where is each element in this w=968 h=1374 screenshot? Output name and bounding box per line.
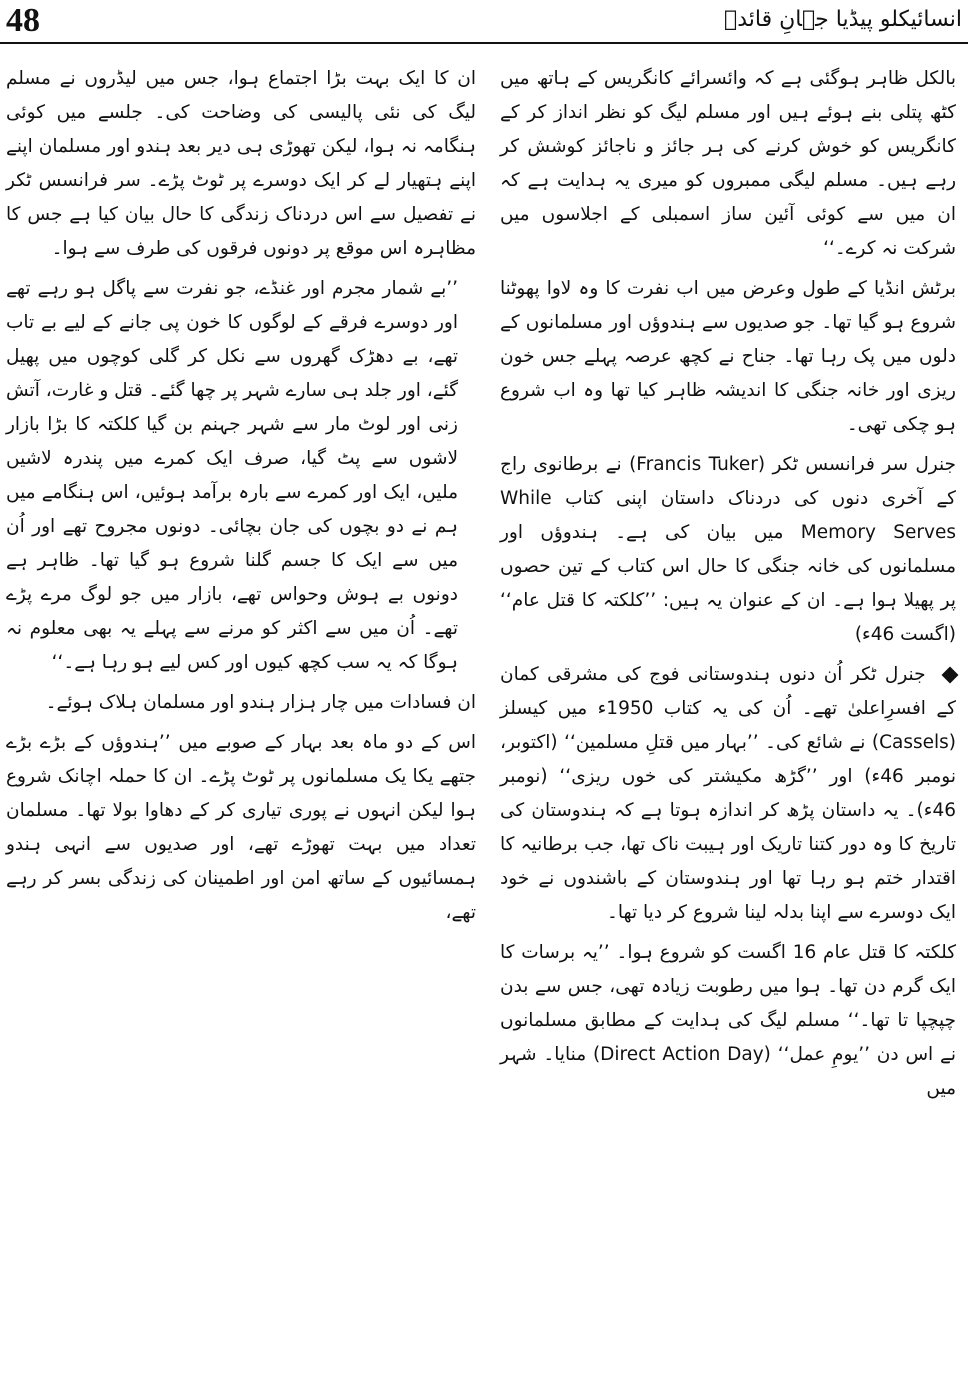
paragraph	[500, 936, 956, 1106]
text-run: جنرل سر فرانسس ٹکر	[772, 454, 956, 475]
left-column	[6, 62, 476, 930]
paragraph: ان کا ایک بہت بڑا اجتماع ہوا، جس میں لیڈروں نے مسلم لیگ کی نئی پالیسی کی وضاحت کی۔ جلسے میں کوئی ہنگامہ نہ ہوا، لیکن تھوڑی ہی دیر بعد ہندو اور مسلمان اپنے اپنے ہتھیار لے کر ایک دوسرے پر ٹوٹ پڑے۔ سر فرانسس ٹکر نے تفصیل سے اس دردناک زندگی کا حال بیان کیا ہے جس کا مظاہرہ اس موقع پر دونوں فرقوں کی طرف سے ہوا۔	[6, 68, 476, 259]
text-run: نے برطانوی راج کے آخری دنوں کی دردناک داستان اپنی کتاب	[500, 454, 956, 509]
text-run: برٹش انڈیا کے طول وعرض میں اب نفرت کا وہ لاوا پھوٹنا شروع ہو گیا تھا۔ جو صدیوں سے ہندوؤں اور مسلمانوں کے دلوں میں پک رہا تھا۔ جناح نے کچھ عرصہ پہلے جس خون ریزی اور خانہ جنگی کا اندیشہ ظاہر کیا تھا وہ اب شروع ہو چکی تھی۔	[500, 278, 956, 435]
page-header	[0, 0, 968, 42]
block-quote: ’’بے شمار مجرم اور غنڈے، جو نفرت سے پاگل ہو رہے تھے اور دوسرے فرقے کے لوگوں کا خون پی جانے کے لیے بے تاب تھے، بے دھڑک گھروں سے نکل کر گلی کوچوں میں پھیل گئے، اور جلد ہی سارے شہر پر چھا گئے۔ قتل و غارت، آتش زنی اور لوٹ مار سے شہر جہنم بن گیا کلکتہ کا بڑا بازار لاشوں سے پٹ گیا، صرف ایک کمرے میں پندرہ لاشیں ملیں، ایک اور کمرے سے بارہ برآمد ہوئیں، اس ہنگامے میں ہم نے دو بچوں کی جان بچائی۔ دونوں مجروح تھے اور اُن میں سے ایک کا جسم گلنا شروع ہو گیا تھا۔ ظاہر ہے دونوں بے ہوش وحواس تھے، بازار میں جو لوگ مرے پڑے تھے۔ اُن میں سے اکثر کو مرنے سے پہلے یہ بھی معلوم نہ ہوگا کہ یہ سب کچھ کیوں اور کس لیے ہو رہا ہے۔‘‘	[6, 278, 458, 673]
text-run: میں بیان کی ہے۔ ہندوؤں اور مسلمانوں کی خانہ جنگی کا حال اس کتاب کے تین حصوں پر پھیلا ہوا ہے۔ ان کے عنوان یہ ہیں: ’’کلکتہ کا قتل عام‘‘ (اگست 46ء)	[500, 522, 956, 645]
paragraph: اس کے دو ماہ بعد بہار کے صوبے میں ’’ہندوؤں کے بڑے بڑے جتھے یکا یک مسلمانوں پر ٹوٹ پڑے۔ ان کا حملہ اچانک شروع ہوا لیکن انہوں نے پوری تیاری کر کے دھاوا بولا تھا۔ مسلمان تعداد میں بہت تھوڑے تھے، اور صدیوں سے انہی ہندو ہمسائیوں کے ساتھ امن اور اطمینان کی زندگی بسر کر رہے تھے،	[6, 732, 476, 923]
running-title: انسائیکلو پیڈیا جہانِ قائدؒ	[724, 7, 962, 32]
paragraph: بالکل ظاہر ہوگئی ہے کہ وائسرائے کانگریس کے ہاتھ میں کٹھ پتلی بنے ہوئے ہیں اور مسلم لیگ کو نظر انداز کر کے کانگریس کو خوش کرنے کی ہر جائز و ناجائز کوشش کر رہے ہیں۔ مسلم لیگی ممبروں کو میری یہ ہدایت ہے کہ ان میں سے کوئی آئین ساز اسمبلی کے اجلاسوں میں شرکت نہ کرے۔‘‘	[500, 68, 956, 259]
page-number: 48	[6, 2, 40, 39]
text-run: جنرل ٹکر اُن دنوں ہندوستانی فوج کی مشرقی کمان کے افسرِاعلیٰ تھے۔ اُن کی یہ کتاب 1950ء میں کیسلز	[500, 664, 956, 719]
paragraph	[500, 658, 956, 930]
english-name: (Francis Tuker)	[629, 454, 766, 475]
paragraph	[500, 272, 956, 442]
text-run: منایا۔ شہر میں	[500, 1044, 956, 1099]
header-rule	[0, 42, 968, 44]
text-run: نے شائع کی۔ ’’بہار میں قتلِ مسلمین‘‘ (اکتوبر، نومبر 46ء) اور ’’گڑھ مکیشتر کی خوں ریزی‘‘ (نومبر 46ء)۔ یہ داستان پڑھ کر اندازہ ہوتا ہے کہ ہندوستان کی تاریخ کا وہ دور کتنا تاریک اور ہیبت ناک تھا، جب برطانیہ کا اقتدار ختم ہو رہا تھا اور ہندوستان کے باشندوں نے خود ایک دوسرے سے اپنا بدلہ لینا شروع کر دیا تھا۔	[500, 732, 956, 923]
book-title: While Memory Serves	[500, 488, 956, 543]
text-run: کلکتہ کا قتل عام 16 اگست کو شروع ہوا۔ ’’یہ برسات کا ایک گرم دن تھا۔ ہوا میں رطوبت زیادہ تھی، جس سے بدن چپچپا تا تھا۔‘‘ مسلم لیگ کی ہدایت کے مطابق مسلمانوں نے اس دن ’’یومِ عمل‘‘	[500, 942, 957, 1065]
paragraph	[500, 448, 956, 652]
right-column	[500, 62, 956, 1106]
publisher-name: (Cassels)	[871, 732, 956, 753]
diamond-bullet-icon	[942, 667, 959, 684]
english-term: (Direct Action Day)	[592, 1044, 771, 1065]
paragraph: ان فسادات میں چار ہزار ہندو اور مسلمان ہلاک ہوئے۔	[45, 692, 476, 713]
